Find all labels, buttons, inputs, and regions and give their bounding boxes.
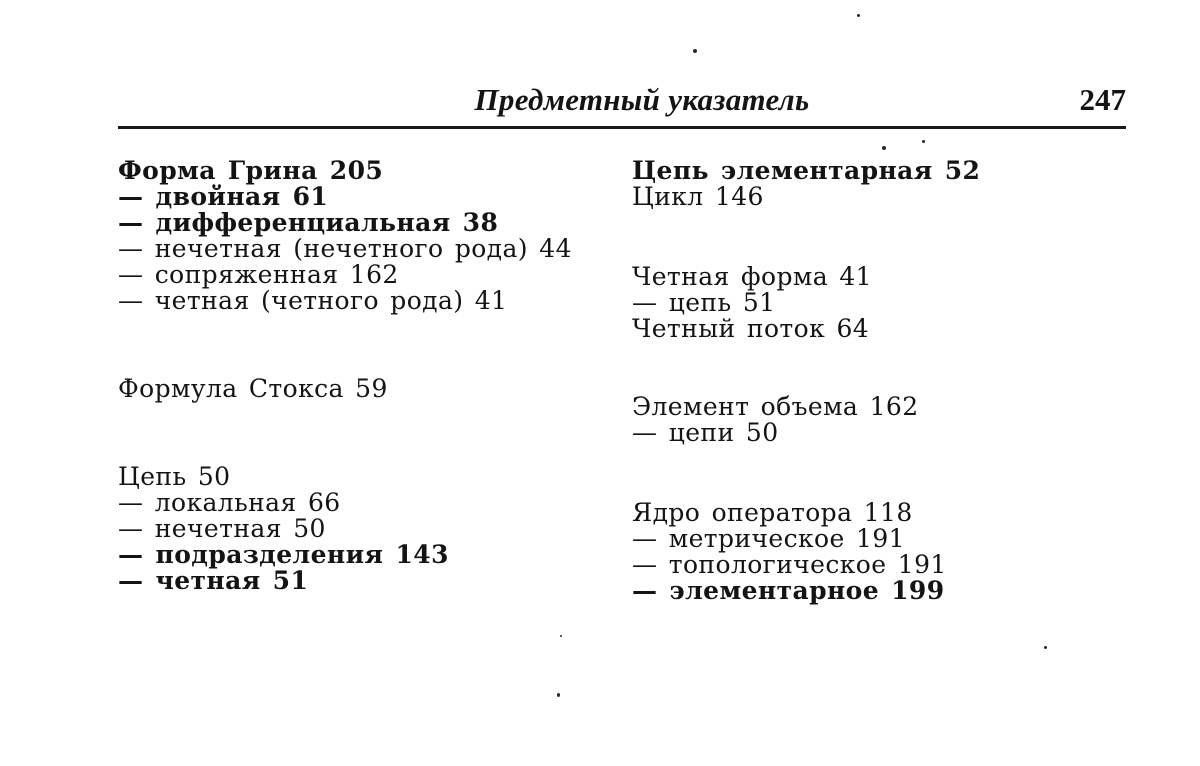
index-entry: Ядро оператора 118	[632, 498, 913, 527]
index-subentry: — подразделения 143	[118, 540, 449, 569]
scan-speck	[693, 49, 697, 53]
index-entry: Цепь элементарная 52	[632, 156, 981, 185]
index-subentry: — сопряженная 162	[118, 260, 399, 289]
index-entry: Элемент объема 162	[632, 392, 919, 421]
index-column-left	[118, 158, 598, 656]
index-subentry: — цепи 50	[632, 418, 779, 447]
index-subentry: — цепь 51	[632, 288, 776, 317]
index-subentry: — топологическое 191	[632, 550, 947, 579]
index-group	[118, 376, 598, 402]
scan-speck	[922, 140, 925, 143]
index-entry: Цикл 146	[632, 182, 764, 211]
index-group	[632, 394, 1112, 446]
scan-speck	[557, 693, 560, 697]
running-title: Предметный указатель	[474, 82, 810, 117]
index-subentry: — нечетная (нечетного рода) 44	[118, 234, 572, 263]
index-subentry: — четная (четного рода) 41	[118, 286, 508, 315]
page-header	[118, 78, 1126, 126]
index-entry: Четный поток 64	[632, 314, 870, 343]
index-subentry: — дифференциальная 38	[118, 208, 499, 237]
scan-speck	[882, 146, 886, 150]
index-column-right	[632, 158, 1112, 666]
index-group	[632, 158, 1112, 210]
index-entry: Цепь 50	[118, 462, 231, 491]
index-group	[632, 264, 1112, 342]
index-entry: Форма Грина 205	[118, 156, 384, 185]
scan-speck	[857, 14, 860, 17]
index-subentry: — двойная 61	[118, 182, 329, 211]
index-entry: Формула Стокса 59	[118, 374, 388, 403]
header-rule	[118, 126, 1126, 129]
index-entry: Четная форма 41	[632, 262, 872, 291]
index-subentry: — четная 51	[118, 566, 309, 595]
index-subentry: — локальная 66	[118, 488, 341, 517]
index-group	[118, 464, 598, 594]
index-subentry: — элементарное 199	[632, 576, 945, 605]
index-group	[632, 500, 1112, 604]
index-subentry: — нечетная 50	[118, 514, 326, 543]
page-number: 247	[1079, 82, 1126, 117]
index-subentry: — метрическое 191	[632, 524, 905, 553]
index-group	[118, 158, 598, 314]
